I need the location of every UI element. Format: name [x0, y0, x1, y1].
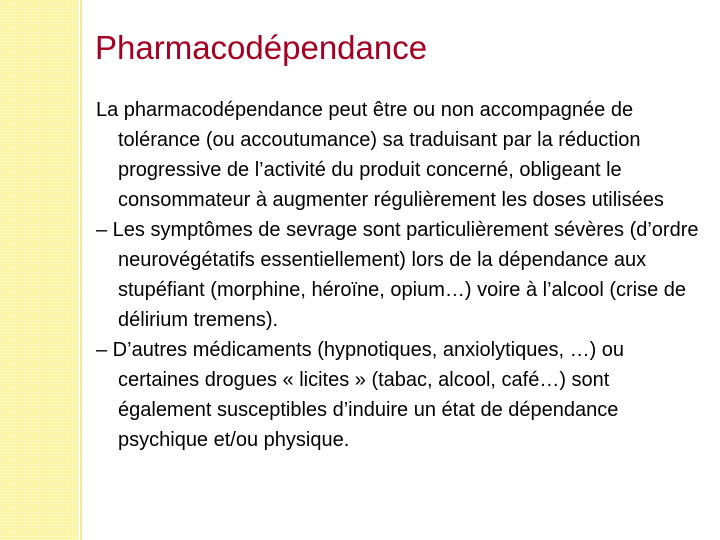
decorative-side-line	[80, 0, 82, 540]
slide-body	[96, 95, 706, 455]
decorative-side-band	[0, 0, 78, 540]
paragraph-withdrawal-symptoms: – Les symptômes de sevrage sont particulièrement sévères (d’ordre neurovégétatifs essentiellement) lors de la dépendance aux stupéfiant (morphine, héroïne, opium…) voire à l’alcool (crise de délirium tremens).	[96, 219, 699, 331]
paragraph-other-substances: – D’autres médicaments (hypnotiques, anxiolytiques, …) ou certaines drogues « licites » (tabac, alcool, café…) sont également susceptibles d’induire un état de dépendance psychique et/ou physique.	[96, 339, 625, 451]
paragraph-intro: La pharmacodépendance peut être ou non accompagnée de tolérance (ou accoutumance) sa traduisant par la réduction progressive de l’activité du produit concerné, obligeant le consommateur à augmenter régulièrement les doses utilisées	[96, 99, 664, 211]
slide-title: Pharmacodépendance	[95, 29, 428, 66]
